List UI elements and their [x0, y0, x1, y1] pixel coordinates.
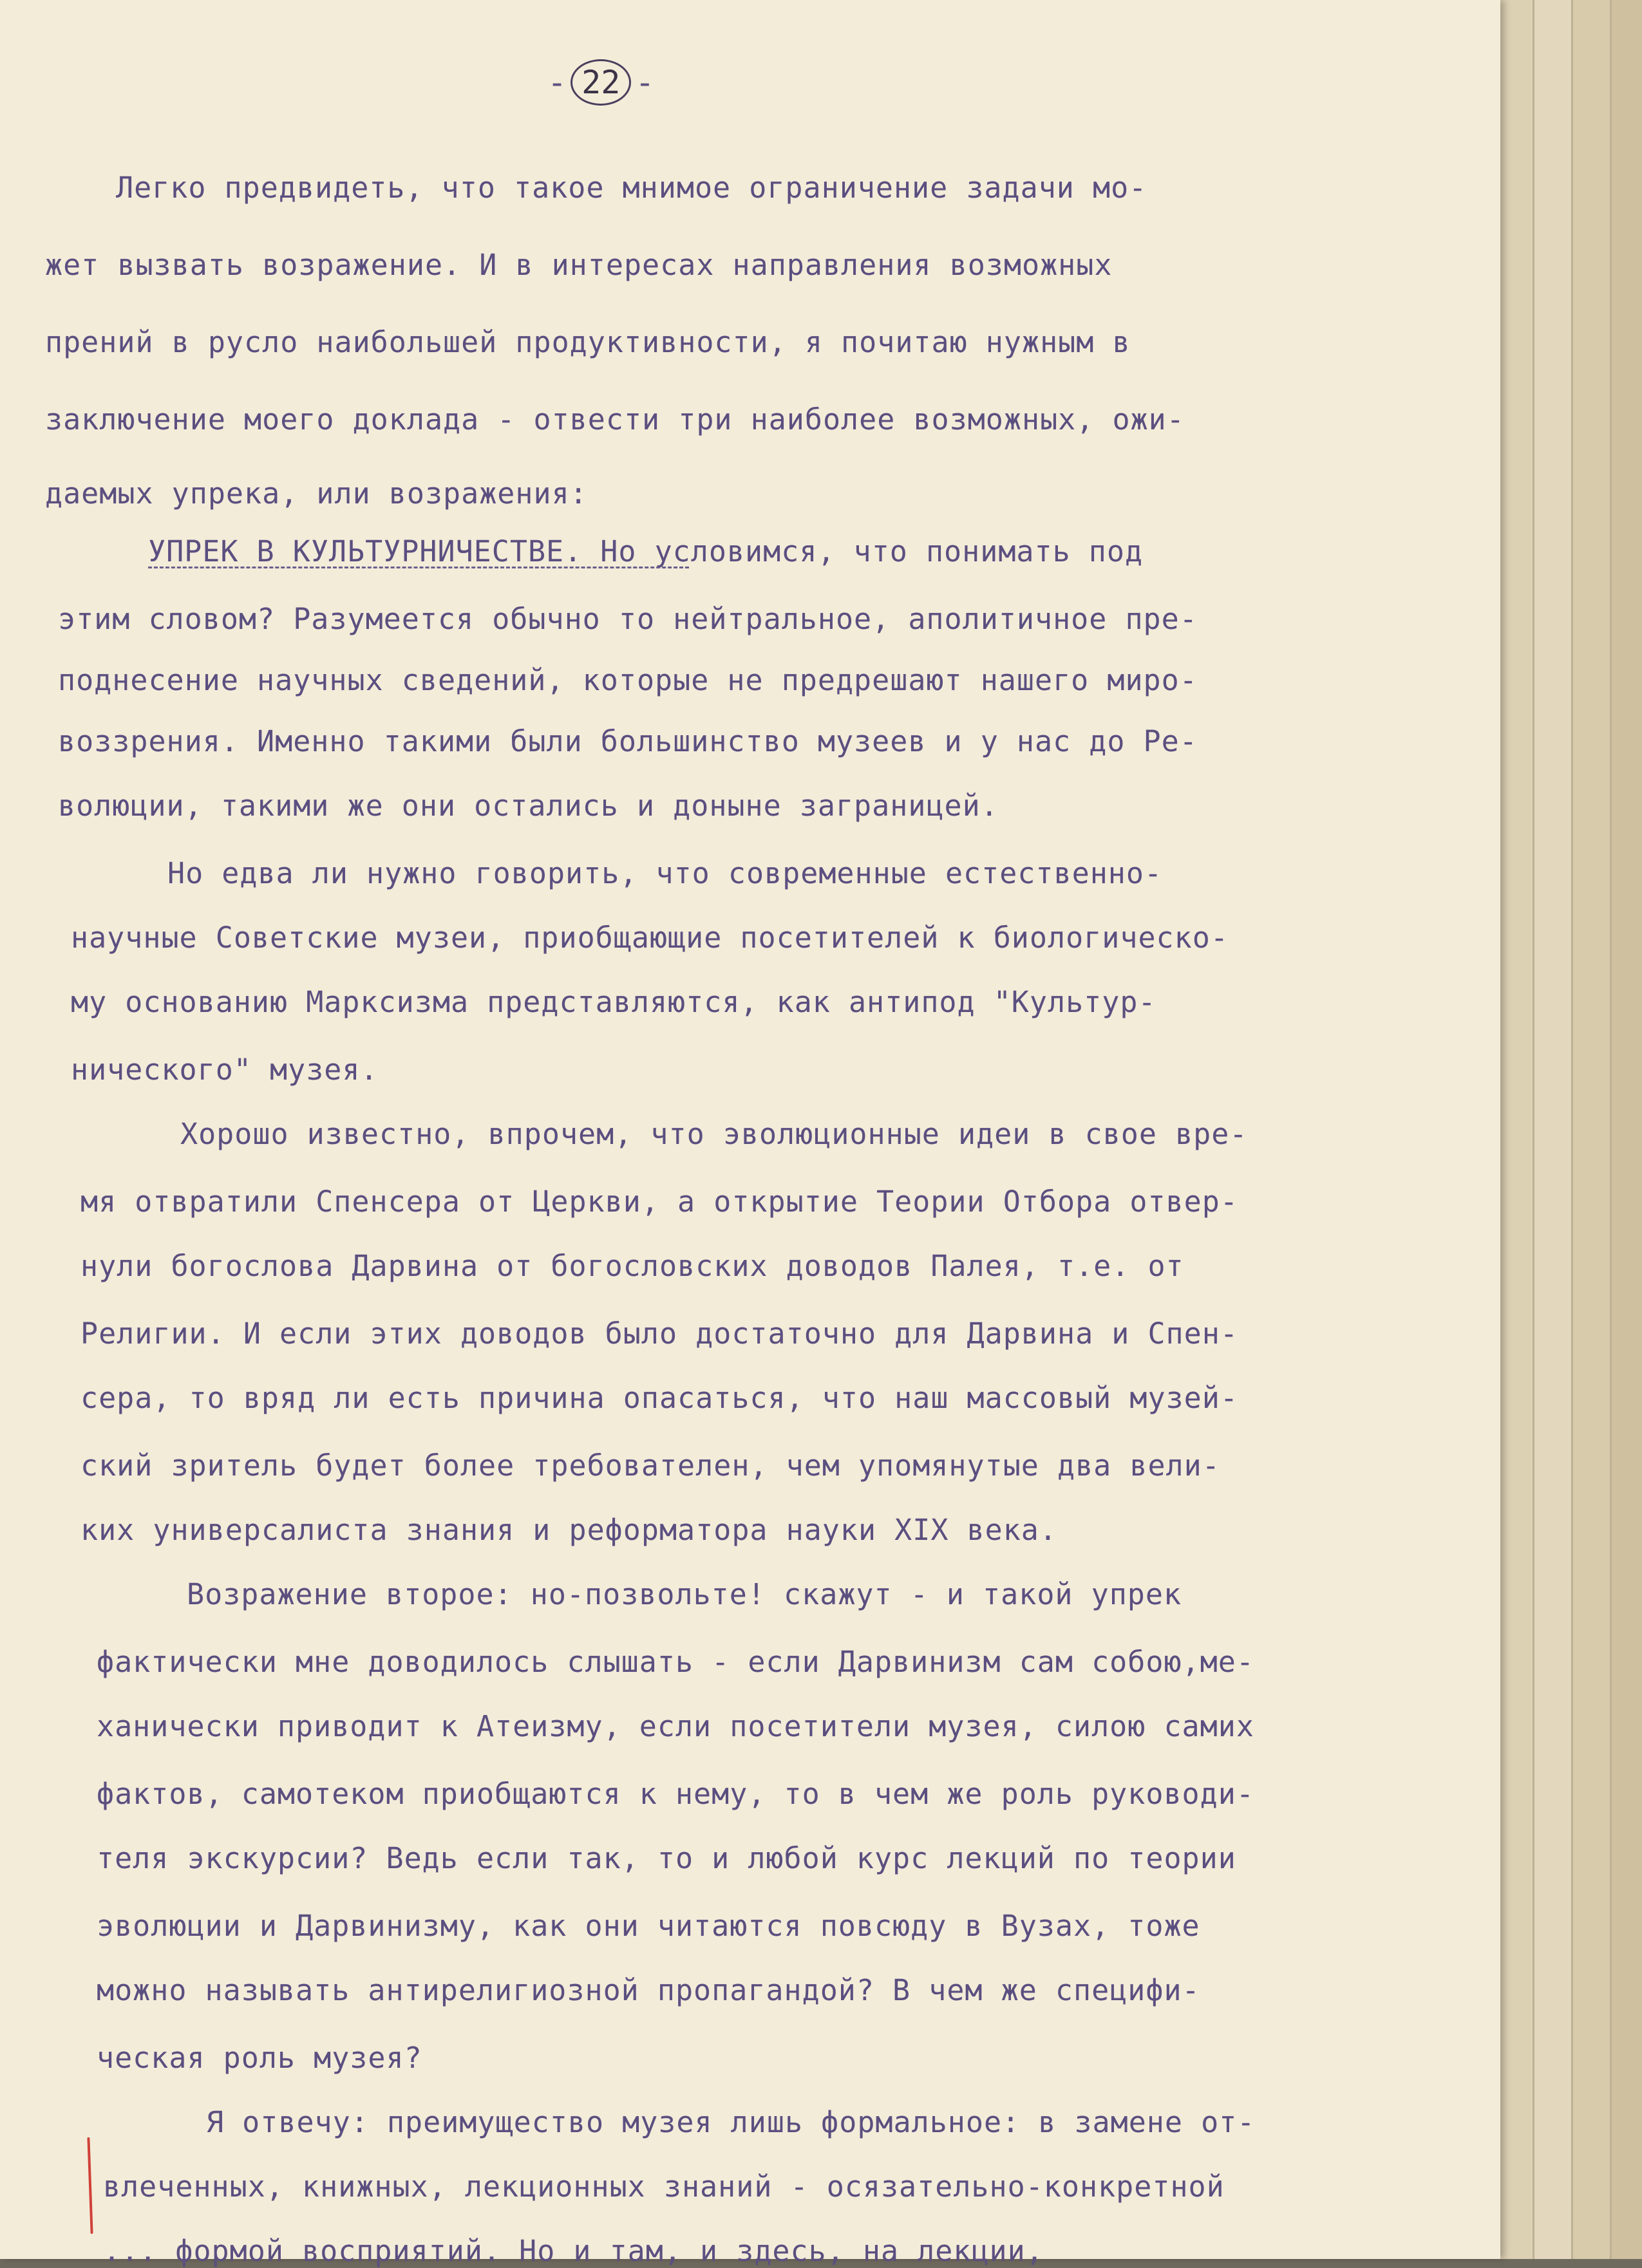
text-line: теля экскурсии? Ведь если так, то и любой курс лекций по теории	[97, 1841, 1236, 1875]
text-line: поднесение научных сведений, которые не предрешают нашего миро-	[58, 663, 1198, 697]
text-line: мя отвратили Спенсера от Церкви, а открытие Теории Отбора отвер-	[80, 1185, 1238, 1219]
dashed-underline	[148, 567, 689, 568]
page-number-value: 22	[571, 59, 631, 106]
text-line: Я отвечу: преимущество музея лишь формальное: в замене от-	[206, 2105, 1256, 2139]
text-line: Хорошо известно, впрочем, что эволюционные идеи в свое вре-	[180, 1117, 1248, 1151]
text-line: Но едва ли нужно говорить, что современные естественно-	[167, 856, 1163, 890]
stacked-sheet-edge	[1610, 0, 1642, 2259]
text-line: ческая роль музея?	[97, 2041, 422, 2075]
text-line: волюции, такими же они остались и доныне заграницей.	[58, 789, 999, 823]
text-line: ский зритель будет более требователен, чем упомянутые два вели-	[80, 1448, 1220, 1483]
text-line: Религии. И если этих доводов было достаточно для Дарвина и Спен-	[80, 1317, 1238, 1351]
text-line: УПРЕК В КУЛЬТУРНИЧЕСТВЕ. Но условимся, что понимать под	[148, 534, 1144, 568]
text-line: этим словом? Разумеется обычно то нейтральное, аполитичное пре-	[58, 602, 1198, 636]
text-line: жет вызвать возражение. И в интересах направления возможных	[45, 248, 1113, 282]
text-line: прений в русло наибольшей продуктивности, я почитаю нужным в	[45, 325, 1131, 359]
text-line: ких универсалиста знания и реформатора науки XIX века.	[80, 1513, 1057, 1547]
page-number: - 22 -	[547, 59, 654, 106]
text-line: можно называть антирелигиозной пропагандой? В чем же специфи-	[97, 1973, 1200, 2007]
text-line: ... формой восприятий. Но и там, и здесь, на лекции,	[103, 2234, 1044, 2268]
text-line: влеченных, книжных, лекционных знаний - осязательно-конкретной	[103, 2170, 1225, 2204]
text-line: фактически мне доводилось слышать - если Дарвинизм сам собою,ме-	[97, 1645, 1254, 1679]
text-line: научные Советские музеи, приобщающие посетителей к биологическо-	[71, 921, 1229, 955]
text-line: Возражение второе: но-позвольте! скажут - и такой упрек	[187, 1577, 1182, 1611]
text-line: заключение моего доклада - отвести три наиболее возможных, ожи-	[45, 402, 1185, 436]
text-line: даемых упрека, или возражения:	[45, 476, 588, 511]
text-line: сера, то вряд ли есть причина опасаться, что наш массовый музей-	[80, 1381, 1238, 1415]
text-line: Легко предвидеть, что такое мнимое ограничение задачи мо-	[116, 171, 1147, 205]
text-line: воззрения. Именно такими были большинство музеев и у нас до Ре-	[58, 724, 1198, 758]
text-line: ханически приводит к Атеизму, если посетители музея, силою самих	[97, 1709, 1254, 1743]
text-line: фактов, самотеком приобщаются к нему, то в чем же роль руководи-	[97, 1777, 1254, 1811]
text-line: нули богослова Дарвина от богословских доводов Палея, т.е. от	[80, 1249, 1184, 1283]
text-line: нического" музея.	[71, 1053, 379, 1087]
text-line: му основанию Марксизма представляются, как антипод "Культур-	[71, 985, 1156, 1019]
text-line: эволюции и Дарвинизму, как они читаются повсюду в Вузах, тоже	[97, 1909, 1200, 1943]
